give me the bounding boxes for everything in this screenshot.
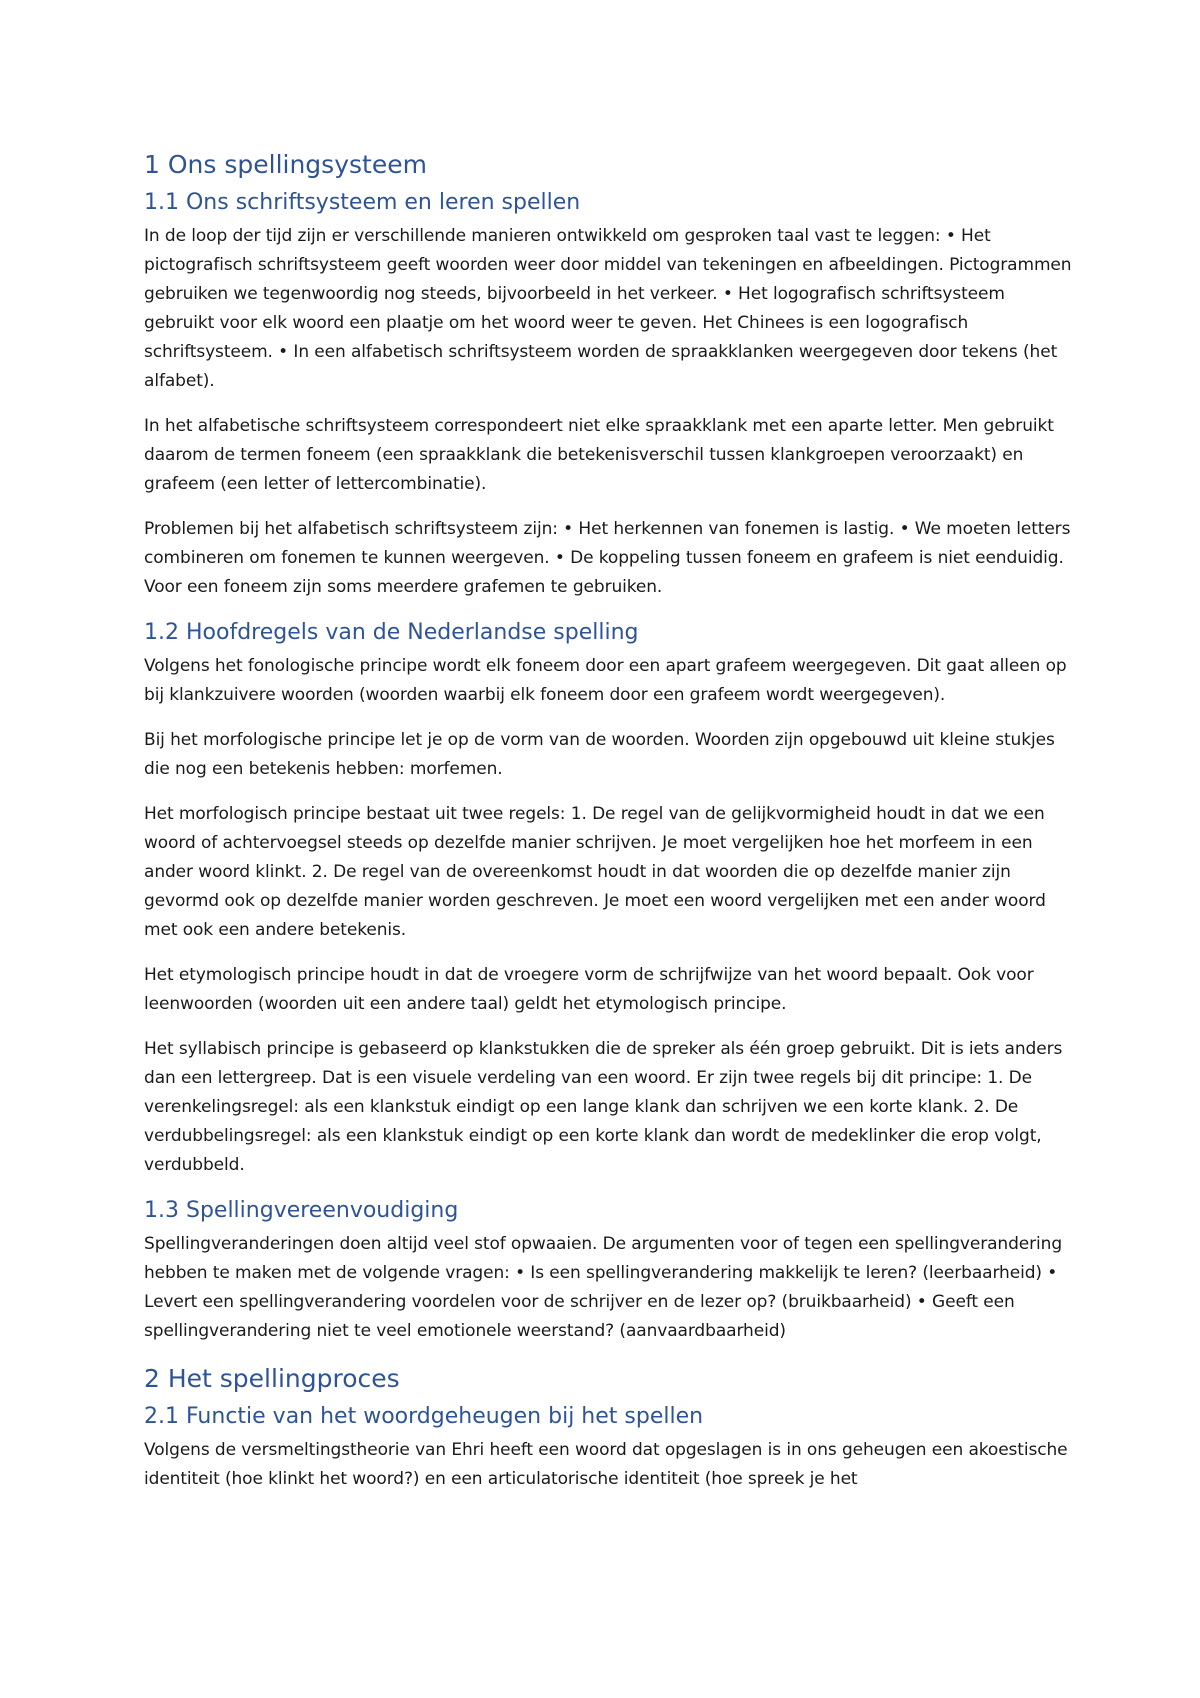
paragraph-morfologisch-regels: Het morfologisch principe bestaat uit twee regels: 1. De regel van de gelijkvormigheid houdt in dat we een woord of achtervoegsel steeds op dezelfde manier schrijven. Je moet vergelijken hoe het morfeem in een ander woord klinkt. 2. De regel van de overeenkomst houdt in dat woorden die op dezelfde manier zijn gevormd ook op dezelfde manier worden geschreven. Je moet een woord vergelijken met een ander woord met ook een andere betekenis. bbox=[144, 804, 1046, 940]
heading-woordgeheugen: 2.1 Functie van het woordgeheugen bij het spellen bbox=[144, 1404, 704, 1429]
paragraph-syllabisch-principe: Het syllabisch principe is gebaseerd op klankstukken die de spreker als één groep gebruikt. Dit is iets anders dan een lettergreep. Dat is een visuele verdeling van een woord. Er zijn twee regels bij dit principe: 1. De verenkelingsregel: als een klankstuk eindigt op een lange klank dan schrijven we een korte klank. 2. De verdubbelingsregel: als een klankstuk eindigt op een korte klank dan wordt de medeklinker die erop volgt, verdubbeld. bbox=[144, 1039, 1063, 1175]
paragraph-etymologisch-principe: Het etymologisch principe houdt in dat de vroegere vorm de schrijfwijze van het woord bepaalt. Ook voor leenwoorden (woorden uit een andere taal) geldt het etymologisch principe. bbox=[144, 965, 1034, 1014]
paragraph-problemen: Problemen bij het alfabetisch schriftsysteem zijn: • Het herkennen van fonemen is lastig. • We moeten letters combineren om fonemen te kunnen weergeven. • De koppeling tussen foneem en grafeem is niet eenduidig. Voor een foneem zijn soms meerdere grafemen te gebruiken. bbox=[144, 519, 1071, 597]
heading-ons-spellingsysteem: 1 Ons spellingsysteem bbox=[144, 150, 427, 179]
heading-ons-schriftsysteem: 1.1 Ons schriftsysteem en leren spellen bbox=[144, 190, 581, 215]
paragraph-fonologisch-principe: Volgens het fonologische principe wordt elk foneem door een apart grafeem weergegeven. Dit gaat alleen op bij klankzuivere woorden (woorden waarbij elk foneem door een grafeem wordt weergegeven). bbox=[144, 656, 1067, 705]
heading-hoofdregels: 1.2 Hoofdregels van de Nederlandse spelling bbox=[144, 620, 639, 645]
paragraph-schriftsystemen: In de loop der tijd zijn er verschillende manieren ontwikkeld om gesproken taal vast te leggen: • Het pictografisch schriftsysteem geeft woorden weer door middel van tekeningen en afbeeldingen. Pictogrammen gebruiken we tegenwoordig nog steeds, bijvoorbeeld in het verkeer. • Het logografisch schriftsysteem gebruikt voor elk woord een plaatje om het woord weer te geven. Het Chinees is een logografisch schriftsysteem. • In een alfabetisch schriftsysteem worden de spraakklanken weergegeven door tekens (het alfabet). bbox=[144, 226, 1072, 391]
heading-het-spellingproces: 2 Het spellingproces bbox=[144, 1364, 400, 1393]
heading-spellingvereenvoudiging: 1.3 Spellingvereenvoudiging bbox=[144, 1198, 459, 1223]
document-page bbox=[144, 140, 1074, 1510]
paragraph-morfologisch-principe: Bij het morfologische principe let je op de vorm van de woorden. Woorden zijn opgebouwd uit kleine stukjes die nog een betekenis hebben: morfemen. bbox=[144, 730, 1055, 779]
paragraph-spellingveranderingen: Spellingveranderingen doen altijd veel stof opwaaien. De argumenten voor of tegen een spellingverandering hebben te maken met de volgende vragen: • Is een spellingverandering makkelijk te leren? (leerbaarheid) • Levert een spellingverandering voordelen voor de schrijver en de lezer op? (bruikbaarheid) • Geeft een spellingverandering niet te veel emotionele weerstand? (aanvaardbaarheid) bbox=[144, 1234, 1063, 1341]
paragraph-foneem-grafeem: In het alfabetische schriftsysteem correspondeert niet elke spraakklank met een aparte letter. Men gebruikt daarom de termen foneem (een spraakklank die betekenisverschil tussen klankgroepen veroorzaakt) en grafeem (een letter of lettercombinatie). bbox=[144, 416, 1054, 494]
paragraph-versmeltingstheorie: Volgens de versmeltingstheorie van Ehri heeft een woord dat opgeslagen is in ons geheugen een akoestische identiteit (hoe klinkt het woord?) en een articulatorische identiteit (hoe spreek je het bbox=[144, 1440, 1068, 1489]
